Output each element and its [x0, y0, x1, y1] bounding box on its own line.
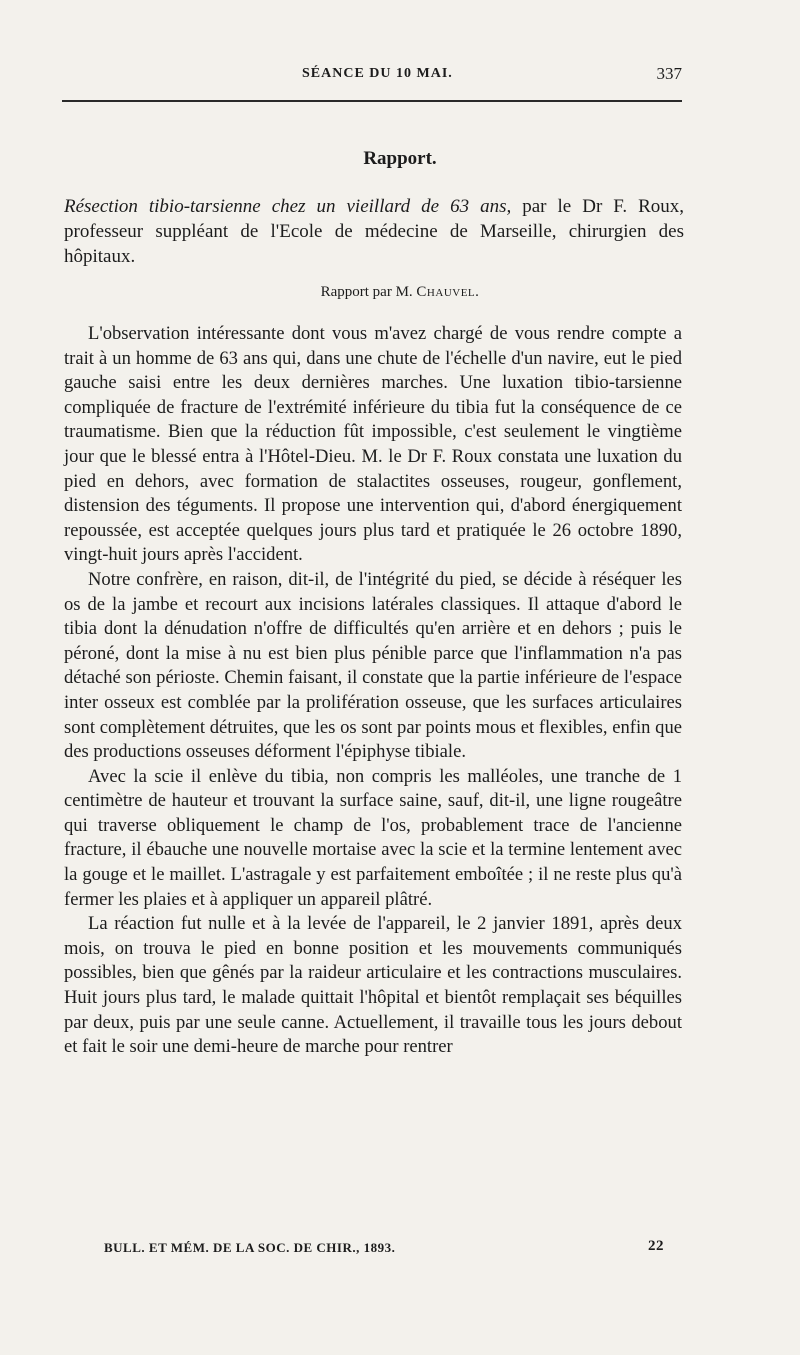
byline-prefix: Rapport par M. [320, 284, 413, 300]
signature-mark: 22 [648, 1238, 664, 1254]
journal-reference: BULL. ET MÉM. DE LA SOC. DE CHIR., 1893. [104, 1240, 396, 1255]
paragraph: Notre confrère, en raison, dit-il, de l'intégrité du pied, se décide à réséquer les os de la jambe et recourt aux incisions latérales classiques. Il attaque d'abord le tibia dont la dénudation n'offre de difficultés qu'en arrière et en dehors ; puis le péroné, dont la mise à nu est bien plus pénible parce que l'inflammation n'a pas détaché son périoste. Chemin faisant, il constate que la partie inférieure de l'espace inter osseux est comblée par la prolifération osseuse, que les surfaces articulaires sont complètement détruites, que les os sont par points mous et flexibles, enfin que des productions osseuses déforment l'épiphyse tibiale. [64, 568, 682, 763]
body-text [64, 322, 682, 1060]
article-title: Résection tibio-tarsienne chez un vieillard de 63 ans, [64, 196, 512, 217]
report-byline [0, 284, 800, 301]
article-heading [64, 194, 684, 269]
header-rule [62, 100, 682, 102]
paragraph: Avec la scie il enlève du tibia, non compris les malléoles, une tranche de 1 centimètre de hauteur et trouvant la surface saine, sauf, dit-il, une ligne rougeâtre qui traverse obliquement le champ de l'os, probablement trace de l'ancienne fracture, il ébauche une nouvelle mortaise avec la scie et la termine lentement avec la gouge et le maillet. L'astragale y est parfaitement emboîtée ; il ne reste plus qu'à fermer les plaies et à appliquer un appareil plâtré. [64, 765, 682, 910]
running-head: SÉANCE DU 10 MAI. [302, 66, 453, 81]
paragraph: La réaction fut nulle et à la levée de l'appareil, le 2 janvier 1891, après deux mois, on trouva le pied en bonne position et les mouvements communiqués possibles, bien que gênés par la raideur articulaire et les contractions musculaires. Huit jours plus tard, le malade quittait l'hôpital et bientôt remplaçait ses béquilles par deux, puis par une seule canne. Actuellement, il travaille tous les jours debout et fait le soir une demi-heure de marche pour rentrer [64, 913, 682, 1058]
page-footer [104, 1240, 664, 1262]
section-title: Rapport. [363, 148, 437, 169]
byline-name: Chauvel. [416, 284, 480, 300]
page-number: 337 [656, 64, 682, 83]
paragraph: L'observation intéressante dont vous m'avez chargé de vous rendre compte a trait à un homme de 63 ans qui, dans une chute de l'échelle d'un navire, eut le pied gauche saisi entre les deux dernières marches. Une luxation tibio-tarsienne compliquée de fracture de l'extrémité inférieure du tibia fut la conséquence de ce traumatisme. Bien que la réduction fût impossible, c'est seulement le vingtième jour que le blessé entra à l'Hôtel-Dieu. M. le Dr F. Roux constata une luxation du pied en dehors, avec formation de stalactites osseuses, rougeur, gonflement, distension des téguments. Il propose une intervention qui, d'abord énergiquement repoussée, est acceptée quelques jours plus tard et pratiquée le 26 octobre 1890, vingt-huit jours après l'accident. [64, 323, 682, 566]
page-header [62, 62, 682, 86]
article-authors: par le Dr F. Roux, professeur suppléant de l'Ecole de médecine de Marseille, chirurgien des hôpitaux. [64, 196, 684, 267]
